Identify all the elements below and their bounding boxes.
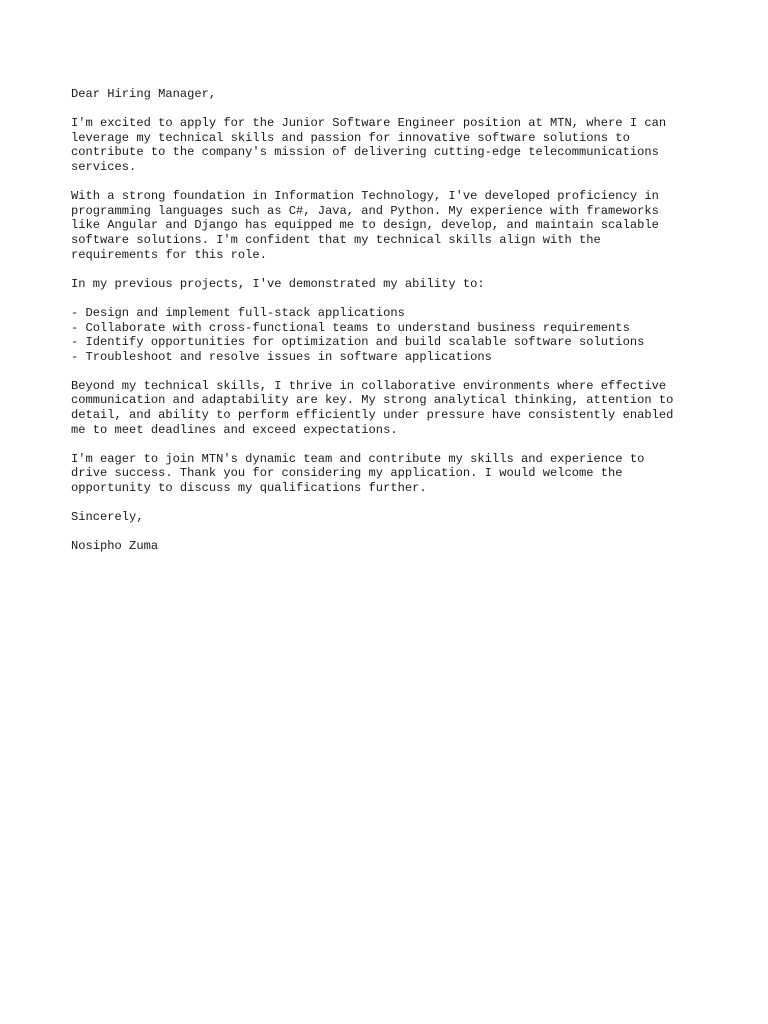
list-item: - Identify opportunities for optimization and build scalable software solutions xyxy=(71,335,645,350)
list-item: - Design and implement full-stack applications xyxy=(71,305,405,320)
list-intro: In my previous projects, I've demonstrated my ability to: xyxy=(71,276,485,291)
list-item: - Collaborate with cross-functional teams to understand business requirements xyxy=(71,320,630,335)
salutation: Dear Hiring Manager, xyxy=(71,87,217,101)
closing-paragraph: I'm eager to join MTN's dynamic team and contribute my skills and experience to drive success. Thank you for considering my application. I would welcome the opportunity to discuss my qualifications further. xyxy=(71,451,645,496)
list-item: - Troubleshoot and resolve issues in software applications xyxy=(71,349,492,364)
soft-skills-paragraph: Beyond my technical skills, I thrive in collaborative environments where effective communication and adaptability are key. My strong analytical thinking, attention to detail, and ability to perform efficiently under pressure have consistently enabled me to meet deadlines and exceed expectations. xyxy=(71,378,674,437)
cover-letter xyxy=(71,87,731,569)
ability-list xyxy=(71,306,731,364)
skills-paragraph: With a strong foundation in Information Technology, I've developed proficiency in programming languages such as C#, Java, and Python. My experience with frameworks like Angular and Django has equipped me to design, develop, and maintain scalable software solutions. I'm confident that my technical skills align with the requirements for this role. xyxy=(71,189,659,262)
closing: Sincerely, xyxy=(71,510,144,525)
signature: Nosipho Zuma xyxy=(71,539,159,554)
intro-paragraph: I'm excited to apply for the Junior Software Engineer position at MTN, where I can leverage my technical skills and passion for innovative software solutions to contribute to the company's mission of delivering cutting-edge telecommunications services. xyxy=(71,116,667,174)
